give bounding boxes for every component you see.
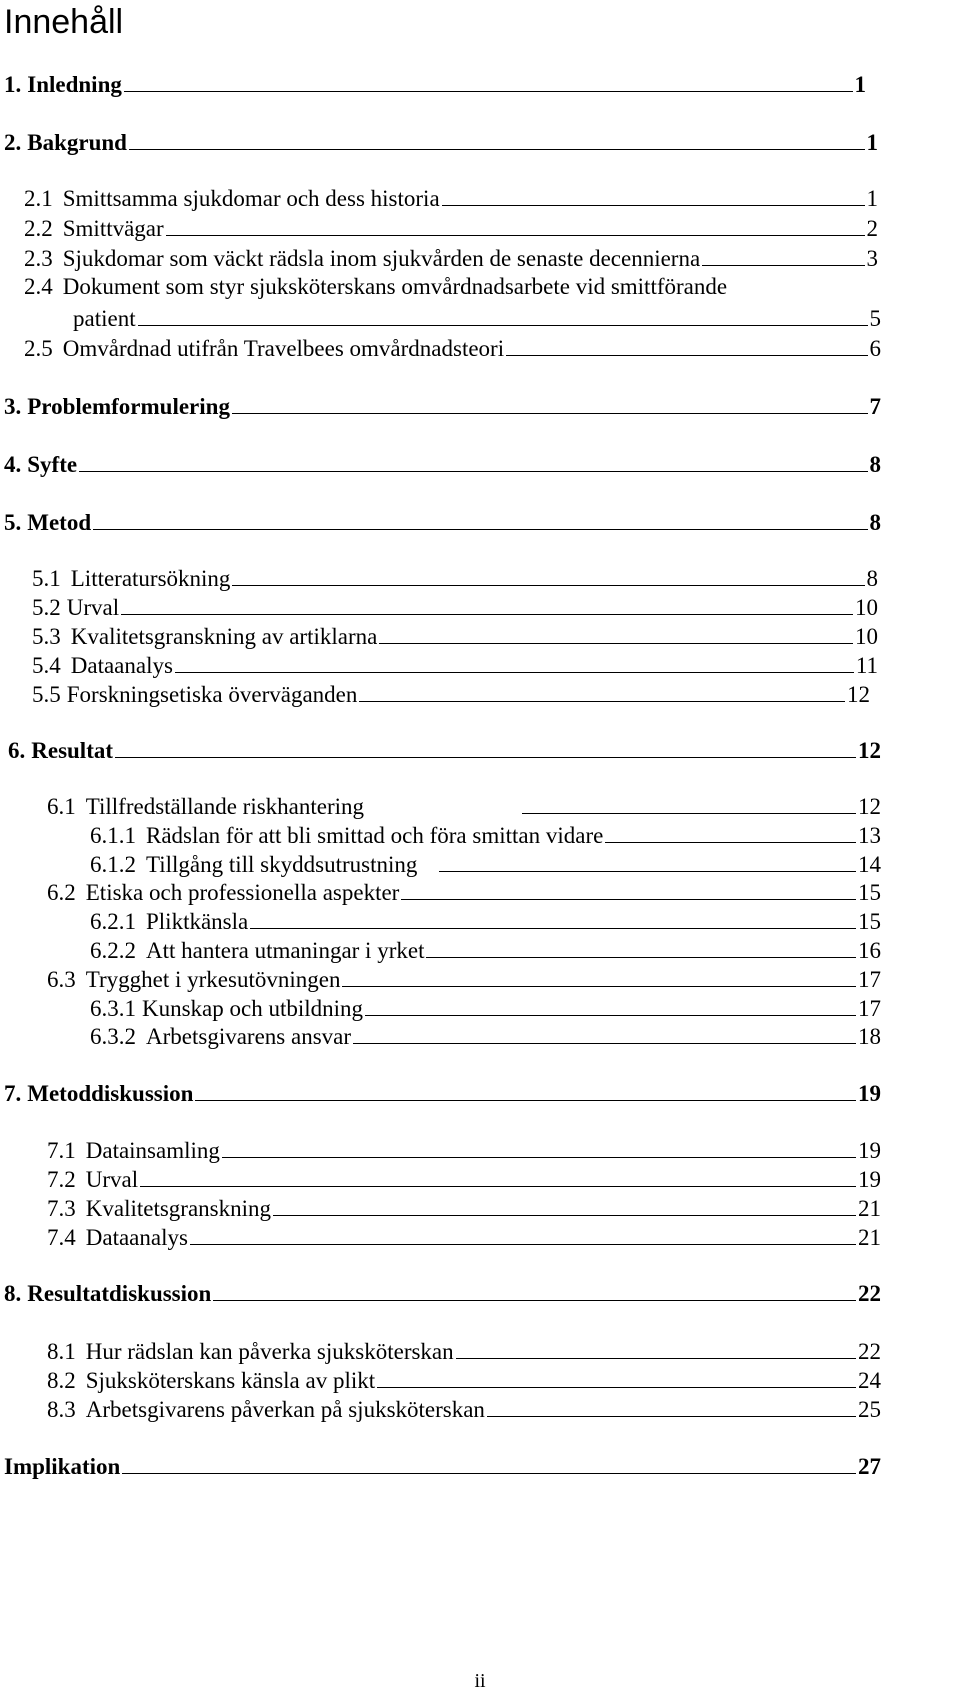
toc-label: Pliktkänsla xyxy=(146,909,249,934)
toc-page-number: 12 xyxy=(858,738,881,763)
toc-label: Datainsamling xyxy=(85,1138,220,1163)
toc-number: 6.1.2 xyxy=(90,852,136,877)
toc-entry-6-2-1[interactable] xyxy=(90,901,881,933)
toc-leader xyxy=(702,265,864,266)
toc-number: 8.1 xyxy=(47,1339,76,1364)
toc-entry-6-3-2[interactable] xyxy=(90,1016,881,1048)
toc-leader xyxy=(456,1358,856,1359)
toc-page-number: 3 xyxy=(866,246,878,271)
toc-number: 6.1.1 xyxy=(90,823,136,848)
toc-number: 6.2.1 xyxy=(90,909,136,934)
toc-leader xyxy=(506,355,867,356)
toc-label: Resultatdiskussion xyxy=(27,1281,212,1306)
toc-leader xyxy=(232,585,864,586)
toc-label: Resultat xyxy=(31,738,114,763)
toc-label: Kvalitetsgranskning av artiklarna xyxy=(70,624,378,649)
toc-leader xyxy=(250,928,856,929)
toc-number: 5.5 xyxy=(32,682,61,707)
toc-leader xyxy=(232,413,868,414)
toc-entry-2-4-first-line[interactable] xyxy=(24,275,727,298)
toc-leader xyxy=(93,529,867,530)
toc-leader xyxy=(175,672,854,673)
toc-entry-6-3[interactable] xyxy=(47,959,881,991)
toc-number: 6. xyxy=(8,738,26,763)
toc-page-number: 14 xyxy=(858,852,881,877)
toc-entry-5-4[interactable] xyxy=(32,645,878,677)
toc-page-number: 2 xyxy=(866,216,878,241)
toc-label: Trygghet i yrkesutövningen xyxy=(85,967,341,992)
toc-label: Att hantera utmaningar i yrket xyxy=(146,938,425,963)
toc-label: Tillfredställande riskhantering xyxy=(85,794,365,819)
toc-entry-2[interactable] xyxy=(4,122,878,154)
toc-leader xyxy=(166,235,865,236)
toc-label: Dataanalys xyxy=(70,653,173,678)
toc-leader xyxy=(377,1387,856,1388)
toc-entry-2-4[interactable] xyxy=(73,298,881,330)
toc-entry-2-1[interactable] xyxy=(24,178,878,210)
toc-entry-5[interactable] xyxy=(4,502,881,534)
toc-entry-6[interactable] xyxy=(8,730,881,762)
toc-label-continued: patient xyxy=(73,306,136,331)
toc-label: Etiska och professionella aspekter xyxy=(85,880,400,905)
toc-number: 5. xyxy=(4,510,22,535)
toc-label: Smittvägar xyxy=(62,216,164,241)
toc-number: 6.1 xyxy=(47,794,76,819)
toc-page-number: 13 xyxy=(858,823,881,848)
toc-page-number: 11 xyxy=(855,653,878,678)
toc-page-number: 1 xyxy=(866,130,878,155)
toc-leader xyxy=(195,1100,856,1101)
toc-page-number: 7 xyxy=(869,394,881,419)
toc-leader xyxy=(140,1186,856,1187)
toc-page-number: 10 xyxy=(855,624,878,649)
toc-page-number: 8 xyxy=(869,452,881,477)
toc-leader xyxy=(190,1244,856,1245)
toc-label: Dataanalys xyxy=(85,1225,188,1250)
toc-page-number: 19 xyxy=(858,1081,881,1106)
toc-page-number: 16 xyxy=(858,938,881,963)
toc-number: 3. xyxy=(4,394,22,419)
toc-entry-implikation[interactable] xyxy=(4,1446,881,1478)
toc-label: Implikation xyxy=(4,1454,121,1479)
toc-label: Urval xyxy=(66,595,120,620)
toc-label: Dokument som styr sjuksköterskans omvårdnadsarbete vid smittförande xyxy=(62,274,728,299)
toc-number: 8.2 xyxy=(47,1368,76,1393)
toc-page-number: 21 xyxy=(858,1225,881,1250)
toc-entry-7-4[interactable] xyxy=(47,1217,881,1249)
toc-number: 5.2 xyxy=(32,595,61,620)
toc-leader xyxy=(401,899,856,900)
toc-leader xyxy=(426,957,856,958)
toc-heading: Innehåll xyxy=(4,3,124,41)
toc-label: Arbetsgivarens ansvar xyxy=(146,1024,352,1049)
toc-entry-8-1[interactable] xyxy=(47,1331,881,1363)
toc-entry-2-5[interactable] xyxy=(24,328,881,360)
toc-page-number: 8 xyxy=(866,566,878,591)
toc-label: Metoddiskussion xyxy=(27,1081,194,1106)
toc-label: Urval xyxy=(85,1167,139,1192)
toc-label: Hur rädslan kan påverka sjuksköterskan xyxy=(85,1339,454,1364)
toc-number: 6.3 xyxy=(47,967,76,992)
toc-entry-6-1-1[interactable] xyxy=(90,815,881,847)
toc-leader xyxy=(138,325,868,326)
toc-entry-7[interactable] xyxy=(4,1073,881,1105)
toc-leader xyxy=(379,643,853,644)
toc-page-number: 15 xyxy=(858,880,881,905)
toc-leader xyxy=(605,842,856,843)
toc-label: Arbetsgivarens påverkan på sjuksköterskan xyxy=(85,1397,485,1422)
toc-number: 6.2 xyxy=(47,880,76,905)
toc-entry-2-3[interactable] xyxy=(24,238,878,270)
toc-entry-5-2[interactable] xyxy=(32,587,878,619)
footer-page-number: ii xyxy=(474,1670,486,1692)
toc-number: 2.2 xyxy=(24,216,53,241)
toc-label: Kvalitetsgranskning xyxy=(85,1196,271,1221)
toc-page-number: 5 xyxy=(869,306,881,331)
toc-leader xyxy=(222,1157,856,1158)
toc-leader xyxy=(353,1043,856,1044)
toc-leader xyxy=(129,149,865,150)
toc-entry-7-3[interactable] xyxy=(47,1188,881,1220)
toc-leader xyxy=(442,205,865,206)
toc-page-number: 8 xyxy=(869,510,881,535)
toc-leader xyxy=(121,614,853,615)
toc-page-number: 24 xyxy=(858,1368,881,1393)
toc-label: Metod xyxy=(27,510,92,535)
toc-page-number: 12 xyxy=(858,794,881,819)
toc-page-number: 22 xyxy=(858,1339,881,1364)
toc-number: 7.3 xyxy=(47,1196,76,1221)
toc-entry-4[interactable] xyxy=(4,444,881,476)
toc-number: 8.3 xyxy=(47,1397,76,1422)
toc-number: 6.2.2 xyxy=(90,938,136,963)
toc-page-number: 10 xyxy=(855,595,878,620)
toc-entry-5-3[interactable] xyxy=(32,616,878,648)
toc-page-number: 6 xyxy=(869,336,881,361)
toc-label: Problemformulering xyxy=(27,394,230,419)
toc-page-number: 27 xyxy=(858,1454,881,1479)
toc-leader xyxy=(359,701,845,702)
toc-page-number: 1 xyxy=(854,72,866,97)
toc-page-number: 15 xyxy=(858,909,881,934)
toc-page-number: 25 xyxy=(858,1397,881,1422)
toc-leader xyxy=(273,1215,856,1216)
toc-entry-2-2[interactable] xyxy=(24,208,878,240)
toc-label: Tillgång till skyddsutrustning xyxy=(146,852,418,877)
toc-entry-6-2[interactable] xyxy=(47,872,881,904)
toc-label: Litteratursökning xyxy=(70,566,231,591)
toc-number: 2.1 xyxy=(24,186,53,211)
toc-label: Sjukdomar som väckt rädsla inom sjukvården de senaste decennierna xyxy=(62,246,701,271)
toc-page-number: 17 xyxy=(858,996,881,1021)
toc-entry-6-2-2[interactable] xyxy=(90,930,881,962)
toc-leader xyxy=(115,757,856,758)
toc-number: 4. xyxy=(4,452,22,477)
toc-number: 8. xyxy=(4,1281,22,1306)
toc-label: Smittsamma sjukdomar och dess historia xyxy=(62,186,440,211)
toc-label: Sjuksköterskans känsla av plikt xyxy=(85,1368,376,1393)
toc-leader xyxy=(122,1473,856,1474)
toc-label: Omvårdnad utifrån Travelbees omvårdnadsteori xyxy=(62,336,505,361)
toc-label: Inledning xyxy=(27,72,122,97)
toc-number: 7.1 xyxy=(47,1138,76,1163)
toc-label: Forskningsetiska överväganden xyxy=(66,682,358,707)
toc-number: 2.5 xyxy=(24,336,53,361)
toc-leader xyxy=(213,1300,856,1301)
toc-number: 2.4 xyxy=(24,274,53,299)
toc-entry-8-3[interactable] xyxy=(47,1389,881,1421)
toc-leader xyxy=(79,471,867,472)
toc-number: 7.4 xyxy=(47,1225,76,1250)
toc-page-number: 17 xyxy=(858,967,881,992)
toc-entry-5-1[interactable] xyxy=(32,558,878,590)
toc-page-number: 22 xyxy=(858,1281,881,1306)
toc-number: 7. xyxy=(4,1081,22,1106)
toc-leader xyxy=(522,813,856,814)
toc-page-number: 21 xyxy=(858,1196,881,1221)
toc-entry-3[interactable] xyxy=(4,386,881,418)
toc-entry-5-5[interactable] xyxy=(32,674,870,706)
toc-number: 1. xyxy=(4,72,22,97)
toc-page-number: 19 xyxy=(858,1167,881,1192)
toc-entry-6-1[interactable] xyxy=(47,786,881,818)
toc-leader xyxy=(124,91,853,92)
toc-entry-8-2[interactable] xyxy=(47,1360,881,1392)
toc-number: 2.3 xyxy=(24,246,53,271)
toc-label: Rädslan för att bli smittad och föra smittan vidare xyxy=(146,823,604,848)
toc-entry-7-2[interactable] xyxy=(47,1159,881,1191)
toc-page-number: 1 xyxy=(866,186,878,211)
toc-page-number: 19 xyxy=(858,1138,881,1163)
toc-label: Syfte xyxy=(27,452,78,477)
toc-number: 6.3.2 xyxy=(90,1024,136,1049)
toc-number: 5.1 xyxy=(32,566,61,591)
toc-entry-7-1[interactable] xyxy=(47,1130,881,1162)
toc-entry-8[interactable] xyxy=(4,1273,881,1305)
toc-leader xyxy=(342,986,856,987)
toc-number: 2. xyxy=(4,130,22,155)
toc-leader xyxy=(487,1416,856,1417)
toc-number: 7.2 xyxy=(47,1167,76,1192)
toc-label: Bakgrund xyxy=(27,130,127,155)
toc-number: 5.3 xyxy=(32,624,61,649)
toc-entry-1[interactable] xyxy=(4,64,866,96)
toc-number: 6.3.1 xyxy=(90,996,136,1021)
toc-page-number: 18 xyxy=(858,1024,881,1049)
toc-page-number: 12 xyxy=(847,682,870,707)
toc-label: Kunskap och utbildning xyxy=(142,996,364,1021)
toc-number: 5.4 xyxy=(32,653,61,678)
